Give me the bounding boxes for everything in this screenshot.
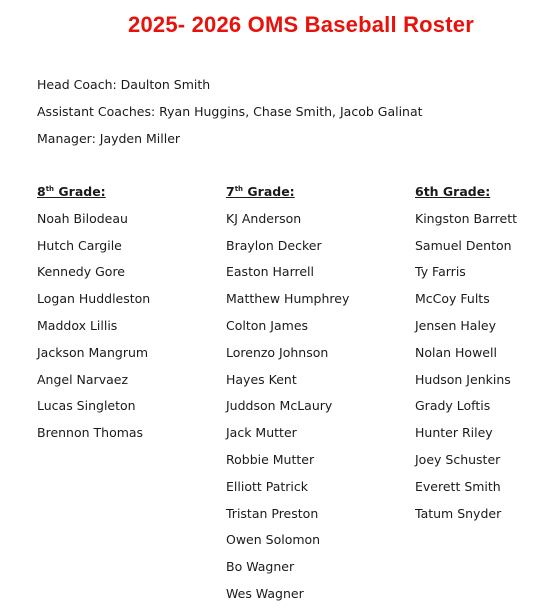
player-name: Hudson Jenkins bbox=[415, 371, 511, 387]
player-name: Joey Schuster bbox=[415, 451, 501, 467]
seventh-grade-suffix: th bbox=[234, 185, 244, 193]
eighth-grade-number: 8 bbox=[37, 184, 46, 199]
player-name: Brennon Thomas bbox=[37, 425, 144, 441]
seventh-grade-label: Grade: bbox=[243, 184, 295, 199]
eighth-grade-label: Grade: bbox=[54, 184, 106, 199]
player-name: Angel Narvaez bbox=[37, 371, 129, 387]
sixth-grade-column bbox=[415, 184, 517, 532]
player-name: Tatum Snyder bbox=[415, 505, 502, 521]
player-name: Matthew Humphrey bbox=[226, 291, 350, 307]
player-name: Wes Wagner bbox=[226, 585, 304, 601]
player-name: Jackson Mangrum bbox=[37, 344, 149, 360]
player-name: Everett Smith bbox=[415, 478, 501, 494]
seventh-grade-list bbox=[226, 211, 349, 613]
player-name: Colton James bbox=[226, 317, 309, 333]
player-name: Jensen Haley bbox=[415, 317, 497, 333]
player-name: Tristan Preston bbox=[226, 505, 319, 521]
player-name: Bo Wagner bbox=[226, 559, 295, 575]
player-name: Grady Loftis bbox=[415, 398, 491, 414]
player-name: Lucas Singleton bbox=[37, 398, 136, 414]
player-name: Logan Huddleston bbox=[37, 291, 151, 307]
sixth-grade-list bbox=[415, 211, 517, 533]
player-name: Elliott Patrick bbox=[226, 478, 309, 494]
player-name: Hutch Cargile bbox=[37, 237, 122, 253]
player-name: Kingston Barrett bbox=[415, 210, 517, 226]
seventh-grade-number: 7 bbox=[226, 184, 235, 199]
eighth-grade-list bbox=[37, 211, 150, 452]
player-name: Juddson McLaury bbox=[226, 398, 333, 414]
eighth-grade-column bbox=[37, 184, 150, 452]
seventh-grade-column bbox=[226, 184, 349, 613]
player-name: Noah Bilodeau bbox=[37, 210, 128, 226]
eighth-grade-suffix: th bbox=[45, 185, 55, 193]
manager-line: Manager: Jayden Miller bbox=[37, 130, 181, 146]
page-title: 2025- 2026 OMS Baseball Roster bbox=[128, 12, 474, 37]
player-name: Samuel Denton bbox=[415, 237, 512, 253]
player-name: Ty Farris bbox=[415, 264, 466, 280]
player-name: Hayes Kent bbox=[226, 371, 297, 387]
player-name: Maddox Lillis bbox=[37, 317, 118, 333]
player-name: Hunter Riley bbox=[415, 425, 493, 441]
player-name: Nolan Howell bbox=[415, 344, 497, 360]
eighth-grade-heading bbox=[37, 184, 150, 211]
player-name: Kennedy Gore bbox=[37, 264, 125, 280]
sixth-grade-heading: 6th Grade: bbox=[415, 184, 491, 199]
player-name: McCoy Fults bbox=[415, 291, 490, 307]
player-name: Easton Harrell bbox=[226, 264, 314, 280]
player-name: Lorenzo Johnson bbox=[226, 344, 329, 360]
seventh-grade-heading bbox=[226, 184, 349, 211]
head-coach-line: Head Coach: Daulton Smith bbox=[37, 77, 211, 92]
coaching-staff bbox=[37, 77, 423, 157]
player-name: KJ Anderson bbox=[226, 210, 302, 226]
player-name: Owen Solomon bbox=[226, 532, 321, 548]
player-name: Robbie Mutter bbox=[226, 451, 315, 467]
player-name: Braylon Decker bbox=[226, 237, 322, 253]
assistant-coaches-line: Assistant Coaches: Ryan Huggins, Chase Smith, Jacob Galinat bbox=[37, 103, 423, 119]
player-name: Jack Mutter bbox=[226, 425, 297, 441]
